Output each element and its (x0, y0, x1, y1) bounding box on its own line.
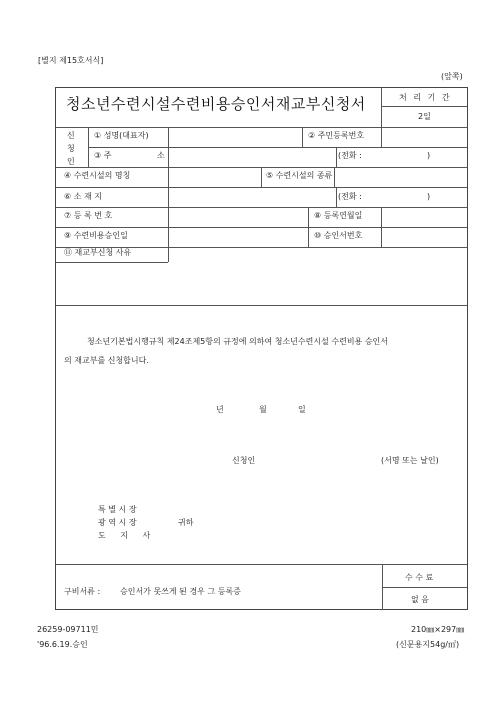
location-label: ⑥ 소 재 지 (64, 192, 102, 201)
documents-text: 승인서가 못쓰게 된 경우 그 등록증 (120, 587, 241, 596)
registration-number-label: ⑦ 등 록 번 호 (64, 211, 113, 220)
form-code: 26259-09711민 (37, 625, 99, 634)
approval-date: '96.6.19.승인 (37, 640, 88, 649)
date-month: 월 (259, 405, 267, 414)
approval-date-label: ⑨ 수련비용승인일 (64, 231, 128, 240)
form-title: 청소년수련시설수련비용승인서재교부신청서 (66, 95, 366, 113)
processing-period-label: 처 리 기 간 (399, 93, 452, 102)
page-side-label: (앞쪽) (441, 72, 463, 81)
name-label: ① 성명(대표자) (94, 131, 149, 140)
fee-label: 수 수 료 (405, 573, 434, 582)
statement-line-1: 청소년기본법시행규칙 제24조제5항의 규정에 의하여 청소년수련시설 수련비용 승인서 (87, 337, 389, 346)
applicant-char-2: 청 (67, 144, 75, 153)
paper-type: (신문용지54g/㎡) (396, 640, 460, 649)
resident-number-label: ② 주민등록번호 (308, 131, 365, 140)
paper-size: 210㎜×297㎜ (411, 625, 465, 634)
registration-date-label: ⑧ 등록연월일 (314, 211, 363, 220)
form-number: [별지 제15호서식] (38, 56, 104, 65)
approval-number-label: ⑩ 승인서번호 (314, 231, 363, 240)
address-label-2: 소 (157, 151, 165, 160)
address-label: ③ 주 (94, 151, 112, 160)
applicant-signature-label: 신청인 (232, 456, 256, 465)
facility-phone-label: (전화 : (338, 192, 362, 201)
facility-type-label: ⑤ 수련시설의 종류 (266, 171, 333, 180)
documents-label: 구비서류 : (64, 587, 101, 596)
facility-name-label: ④ 수련시설의 명칭 (64, 171, 131, 180)
applicant-phone-label: (전화 : (338, 151, 362, 160)
applicant-char-3: 인 (67, 157, 75, 166)
processing-period-value: 2일 (418, 112, 431, 121)
application-form (55, 87, 468, 610)
recipient-suffix: 귀하 (178, 518, 194, 527)
statement-line-2: 의 재교부를 신청합니다. (64, 356, 149, 365)
date-year: 년 (216, 405, 224, 414)
fee-value: 없 음 (411, 595, 429, 604)
date-day: 일 (298, 405, 306, 414)
reissue-reason-label: ⑪ 재교부신청 사유 (64, 248, 132, 257)
signature-note: (서명 또는 날인) (381, 456, 439, 465)
facility-phone-close: ) (427, 192, 431, 201)
recipient-metro-city: 광 역 시 장 (98, 518, 137, 527)
recipient-province: 도 지 사 (98, 531, 157, 540)
applicant-phone-close: ) (427, 151, 431, 160)
applicant-char-1: 신 (67, 131, 75, 140)
recipient-special-city: 특 별 시 장 (98, 505, 137, 514)
